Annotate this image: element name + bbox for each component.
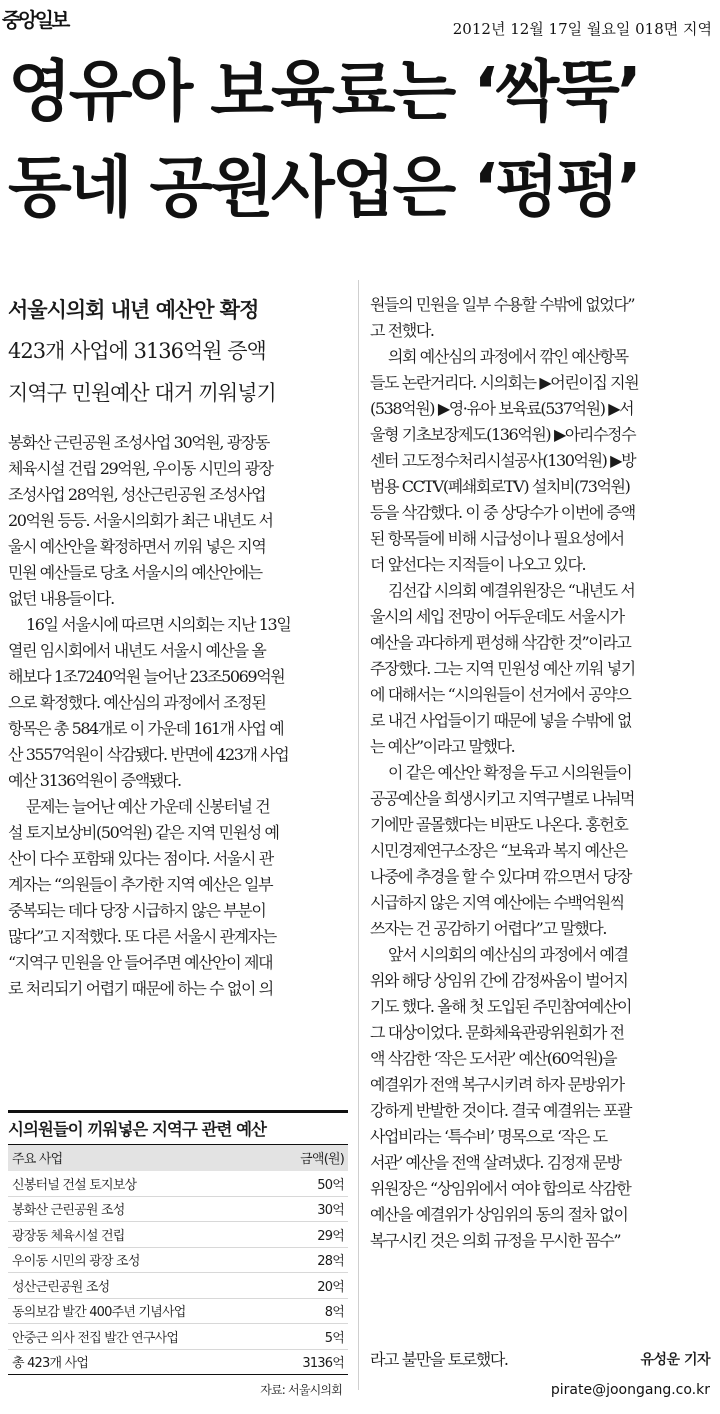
body-line: 된 항목들에 비해 시급성이나 필요성에서 [370, 529, 624, 548]
body-line: 고 전했다. [370, 321, 434, 340]
body-line: 그 대상이었다. 문화체육관광위원회가 전 [370, 1023, 624, 1042]
amount-cell: 30억 [272, 1196, 348, 1222]
headline-line-2: 동네 공원사업은 ‘펑펑’ [8, 149, 639, 226]
body-line: 많다”고 지적했다. 또 다른 서울시 관계자는 [8, 927, 276, 946]
body-line: 예산을 과다하게 편성해 삭감한 것”이라고 [370, 633, 631, 652]
body-line: 이 같은 예산안 확정을 두고 시의원들이 [388, 763, 632, 782]
newspaper-logo: 중앙일보 [2, 8, 68, 32]
body-line: 산이 다수 포함돼 있다는 점이다. 서울시 관 [8, 849, 273, 868]
body-line: 설 토지보상비(50억원) 같은 지역 민원성 예 [8, 823, 279, 842]
project-cell: 동의보감 발간 400주년 기념사업 [8, 1298, 272, 1324]
body-line: 예산을 예결위가 상임위의 동의 절차 없이 [370, 1205, 628, 1224]
body-line: 16일 서울시에 따르면 시의회는 지난 13일 [26, 615, 291, 634]
subhead-3: 지역구 민원예산 대거 끼워넣기 [8, 381, 276, 405]
amount-cell: 20억 [272, 1273, 348, 1299]
body-line: 들도 논란거리다. 시의회는 ▶어린이집 지원 [370, 373, 639, 392]
subheads [8, 290, 348, 414]
body-line: 나중에 추경을 할 수 있다며 깎으면서 당장 [370, 867, 632, 886]
body-line: 앞서 시의회의 예산심의 과정에서 예결 [388, 945, 628, 964]
body-line: 등을 삭감했다. 이 중 상당수가 이번에 증액 [370, 503, 635, 522]
body-line: 는 예산”이라고 말했다. [370, 737, 515, 756]
body-line: 주장했다. 그는 지역 민원성 예산 끼워 넣기 [370, 659, 635, 678]
column-header-project: 주요 사업 [8, 1145, 272, 1171]
body-line: 봉화산 근린공원 조성사업 30억원, 광장동 [8, 433, 269, 452]
table-source: 자료: 서울시의회 [260, 1383, 342, 1397]
body-line: 원들의 민원을 일부 수용할 수밖에 없었다” [370, 295, 635, 314]
body-line: 문제는 늘어난 예산 가운데 신봉터널 건 [26, 797, 270, 816]
amount-cell: 28억 [272, 1247, 348, 1273]
table-header-row [8, 1145, 348, 1171]
reporter-email[interactable]: pirate@joongang.co.kr [550, 1382, 710, 1398]
body-line: 복구시킨 것은 의회 규정을 무시한 꼼수” [370, 1231, 621, 1250]
dateline: 2012년 12월 17일 월요일 018면 지역 [452, 20, 712, 38]
table-title: 시의원들이 끼워넣은 지역구 관련 예산 [8, 1110, 348, 1144]
amount-cell: 29억 [272, 1222, 348, 1248]
body-line: 서관’ 예산을 전액 살려냈다. 김정재 문방 [370, 1153, 621, 1172]
body-line: 더 앞선다는 지적들이 나오고 있다. [370, 555, 586, 574]
project-cell: 총 423개 사업 [8, 1349, 272, 1375]
subhead-2: 423개 사업에 3136억원 증액 [8, 339, 266, 363]
body-line: 범용 CCTV(폐쇄회로TV) 설치비(73억원) [370, 477, 630, 496]
body-line: 쓰자는 건 공감하기 어렵다”고 말했다. [370, 919, 607, 938]
table-row [8, 1324, 348, 1350]
body-line: 예결위가 전액 복구시키려 하자 문방위가 [370, 1075, 624, 1094]
table-row [8, 1273, 348, 1299]
body-line: 강하게 반발한 것이다. 결국 예결위는 포괄 [370, 1101, 632, 1120]
body-line: 울시의 세입 전망이 어두운데도 서울시가 [370, 607, 624, 626]
amount-cell: 5억 [272, 1324, 348, 1350]
body-line: 액 삭감한 ‘작은 도서관’ 예산(60억원)을 [370, 1049, 617, 1068]
subhead-1: 서울시의회 내년 예산안 확정 [8, 298, 259, 322]
body-line: 울시 예산안을 확정하면서 끼워 넣은 지역 [8, 537, 266, 556]
headline [8, 44, 720, 236]
body-line: 기에만 골몰했다는 비판도 나온다. 홍헌호 [370, 815, 628, 834]
body-line: 민원 예산들로 당초 서울시의 예산안에는 [8, 563, 262, 582]
body-line: 항목은 총 584개로 이 가운데 161개 사업 예 [8, 719, 284, 738]
table-row [8, 1247, 348, 1273]
amount-cell: 50억 [272, 1171, 348, 1197]
body-line: 해보다 1조7240억원 늘어난 23조5069억원 [8, 667, 285, 686]
body-line: 열린 임시회에서 내년도 서울시 예산을 올 [8, 641, 266, 660]
amount-cell: 3136억 [272, 1349, 348, 1375]
body-line: 산 3557억원이 삭감됐다. 반면에 423개 사업 [8, 745, 289, 764]
body-line: 울형 기초보장제도(136억원) ▶아리수정수 [370, 425, 636, 444]
body-line: 사업비라는 ‘특수비’ 명목으로 ‘작은 도 [370, 1127, 607, 1146]
body-line: 공공예산을 희생시키고 지역구별로 나눠먹 [370, 789, 635, 808]
body-line: 20억원 등등. 서울시의회가 최근 내년도 서 [8, 511, 273, 530]
masthead [0, 0, 720, 40]
body-line: 로 처리되기 어렵기 때문에 하는 수 없이 의 [8, 979, 273, 998]
project-cell: 안중근 의사 전집 발간 연구사업 [8, 1324, 272, 1350]
budget-table [8, 1144, 348, 1375]
article-body-left [8, 430, 350, 1002]
body-line: 위원장은 “상임위에서 여야 합의로 삭감한 [370, 1179, 631, 1198]
project-cell: 광장동 체육시설 건립 [8, 1222, 272, 1248]
body-line: 시민경제연구소장은 “보육과 복지 예산은 [370, 841, 627, 860]
body-line: 조성사업 28억원, 성산근린공원 조성사업 [8, 485, 266, 504]
body-line: 로 내건 사업들이기 때문에 넣을 수밖에 없 [370, 711, 632, 730]
body-line: 체육시설 건립 29억원, 우이동 시민의 광장 [8, 459, 273, 478]
budget-table-box [8, 1110, 348, 1398]
body-line: 시급하지 않은 지역 예산에는 수백억원씩 [370, 893, 624, 912]
body-line: 계자는 “의원들이 추가한 지역 예산은 일부 [8, 875, 273, 894]
project-cell: 성산근린공원 조성 [8, 1273, 272, 1299]
body-line: 센터 고도정수처리시설공사(130억원) ▶방 [370, 451, 636, 470]
amount-cell: 8억 [272, 1298, 348, 1324]
body-line: 없던 내용들이다. [8, 589, 114, 608]
table-row [8, 1196, 348, 1222]
table-row [8, 1171, 348, 1197]
body-line: 김선갑 시의회 예결위원장은 “내년도 서 [388, 581, 635, 600]
body-line: 으로 확정했다. 예산심의 과정에서 조정된 [8, 693, 266, 712]
body-line: 의회 예산심의 과정에서 깎인 예산항목 [388, 347, 628, 366]
body-line: 위와 해당 상임위 간에 감정싸움이 벌어지 [370, 971, 628, 990]
project-cell: 봉화산 근린공원 조성 [8, 1196, 272, 1222]
body-line: (538억원) ▶영·유아 보육료(537억원) ▶서 [370, 399, 634, 418]
body-line: 중복되는 데다 당장 시급하지 않은 부분이 [8, 901, 266, 920]
body-line: 기도 했다. 올해 첫 도입된 주민참여예산이 [370, 997, 632, 1016]
column-divider [358, 280, 359, 1390]
table-total-row [8, 1349, 348, 1375]
table-row [8, 1222, 348, 1248]
reporter-name: 유성운 기자 [640, 1352, 710, 1368]
project-cell: 우이동 시민의 광장 조성 [8, 1247, 272, 1273]
body-line: 에 대해서는 “시의원들이 선거에서 공약으 [370, 685, 631, 704]
body-line: 예산 3136억원이 증액됐다. [8, 771, 181, 790]
body-line: “지역구 민원을 안 들어주면 예산안이 제대 [8, 953, 273, 972]
headline-line-1: 영유아 보육료는 ‘싹뚝’ [8, 53, 639, 130]
table-row [8, 1298, 348, 1324]
body-line: 라고 불만을 토로했다. [370, 1350, 508, 1369]
project-cell: 신봉터널 건설 토지보상 [8, 1171, 272, 1197]
byline [370, 1347, 710, 1373]
article-body-right [370, 292, 712, 1254]
column-header-amount: 금액(원) [272, 1145, 348, 1171]
